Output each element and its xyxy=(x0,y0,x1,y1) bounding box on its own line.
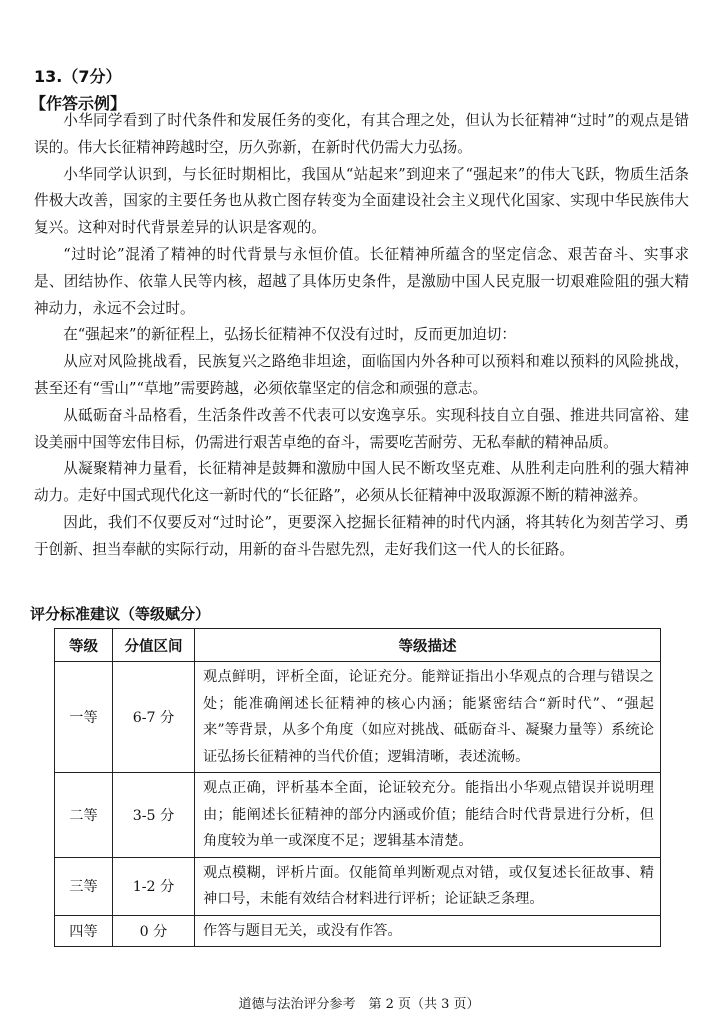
answer-paragraph: 在“强起来”的新征程上，弘扬长征精神不仅没有过时，反而更加迫切： xyxy=(63,326,516,344)
range-cell: 0 分 xyxy=(113,915,195,947)
answer-paragraph: 小华同学看到了时代条件和发展任务的变化，有其合理之处，但认为长征精神“过时”的观点是错误的。伟大长征精神跨越时空，历久弥新，在新时代仍需大力弘扬。 xyxy=(34,112,689,156)
range-cell: 1-2 分 xyxy=(113,857,195,915)
answer-paragraph: 从应对风险挑战看，民族复兴之路绝非坦途，面临国内外各种可以预料和难以预料的风险挑战，甚至还有“雪山”“草地”需要跨越，必须依靠坚定的信念和顽强的意志。 xyxy=(34,353,689,397)
question-number: 13.（7分） xyxy=(34,67,122,86)
description-cell: 作答与题目无关，或没有作答。 xyxy=(195,915,661,947)
header-range: 分值区间 xyxy=(113,629,195,662)
description-cell: 观点鲜明，评析全面，论证充分。能辩证指出小华观点的合理与错误之处；能准确阐述长征精神的核心内涵；能紧密结合“新时代”、“强起来”等背景，从多个角度（如应对挑战、砥砺奋斗、凝聚力量等）系统论证弘扬长征精神的当代价值；逻辑清晰，表述流畅。 xyxy=(195,662,661,773)
table-row xyxy=(55,773,661,858)
page-footer: 道德与法治评分参考 第 2 页（共 3 页） xyxy=(238,997,480,1012)
answer-paragraph: 小华同学认识到，与长征时期相比，我国从“站起来”到迎来了“强起来”的伟大飞跃，物质生活条件极大改善，国家的主要任务也从救亡图存转变为全面建设社会主义现代化国家、实现中华民族伟大复兴。这种对时代背景差异的认识是客观的。 xyxy=(34,165,689,237)
table-row xyxy=(55,857,661,915)
grading-table xyxy=(54,628,661,947)
answer-paragraph: 从砥砺奋斗品格看，生活条件改善不代表可以安逸享乐。实现科技自立自强、推进共同富裕、建设美丽中国等宏伟目标，仍需进行艰苦卓绝的奋斗，需要吃苦耐劳、无私奉献的精神品质。 xyxy=(34,406,689,451)
header-description: 等级描述 xyxy=(195,629,661,662)
answer-example-body xyxy=(34,108,689,564)
range-cell: 6-7 分 xyxy=(113,662,195,773)
level-cell: 三等 xyxy=(55,857,113,915)
description-cell: 观点正确，评析基本全面，论证较充分。能指出小华观点错误并说明理由；能阐述长征精神的部分内涵或价值；能结合时代背景进行分析，但角度较为单一或深度不足；逻辑基本清楚。 xyxy=(195,773,661,858)
grading-header-row xyxy=(55,629,661,662)
level-cell: 四等 xyxy=(55,915,113,947)
level-cell: 一等 xyxy=(55,662,113,773)
answer-example-title: 【作答示例】 xyxy=(30,94,127,113)
header-level: 等级 xyxy=(55,629,113,662)
table-row xyxy=(55,662,661,773)
table-row xyxy=(55,915,661,947)
grading-criteria-title: 评分标准建议（等级赋分） xyxy=(30,605,211,623)
range-cell: 3-5 分 xyxy=(113,773,195,858)
answer-paragraph: 因此，我们不仅要反对“过时论”，更要深入挖掘长征精神的时代内涵，将其转化为刻苦学习、勇于创新、担当奉献的实际行动，用新的奋斗告慰先烈，走好我们这一代人的长征路。 xyxy=(34,513,689,558)
answer-paragraph: 从凝聚精神力量看，长征精神是鼓舞和激励中国人民不断攻坚克难、从胜利走向胜利的强大精神动力。走好中国式现代化这一新时代的“长征路”，必须从长征精神中汲取源源不断的精神滋养。 xyxy=(34,460,689,505)
answer-paragraph: “过时论”混淆了精神的时代背景与永恒价值。长征精神所蕴含的坚定信念、艰苦奋斗、实事求是、团结协作、依靠人民等内核，超越了具体历史条件，是激励中国人民克服一切艰难险阻的强大精神动力，永远不会过时。 xyxy=(34,245,689,317)
description-cell: 观点模糊，评析片面。仅能简单判断观点对错，或仅复述长征故事、精神口号，未能有效结合材料进行评析；论证缺乏条理。 xyxy=(195,857,661,915)
level-cell: 二等 xyxy=(55,773,113,858)
